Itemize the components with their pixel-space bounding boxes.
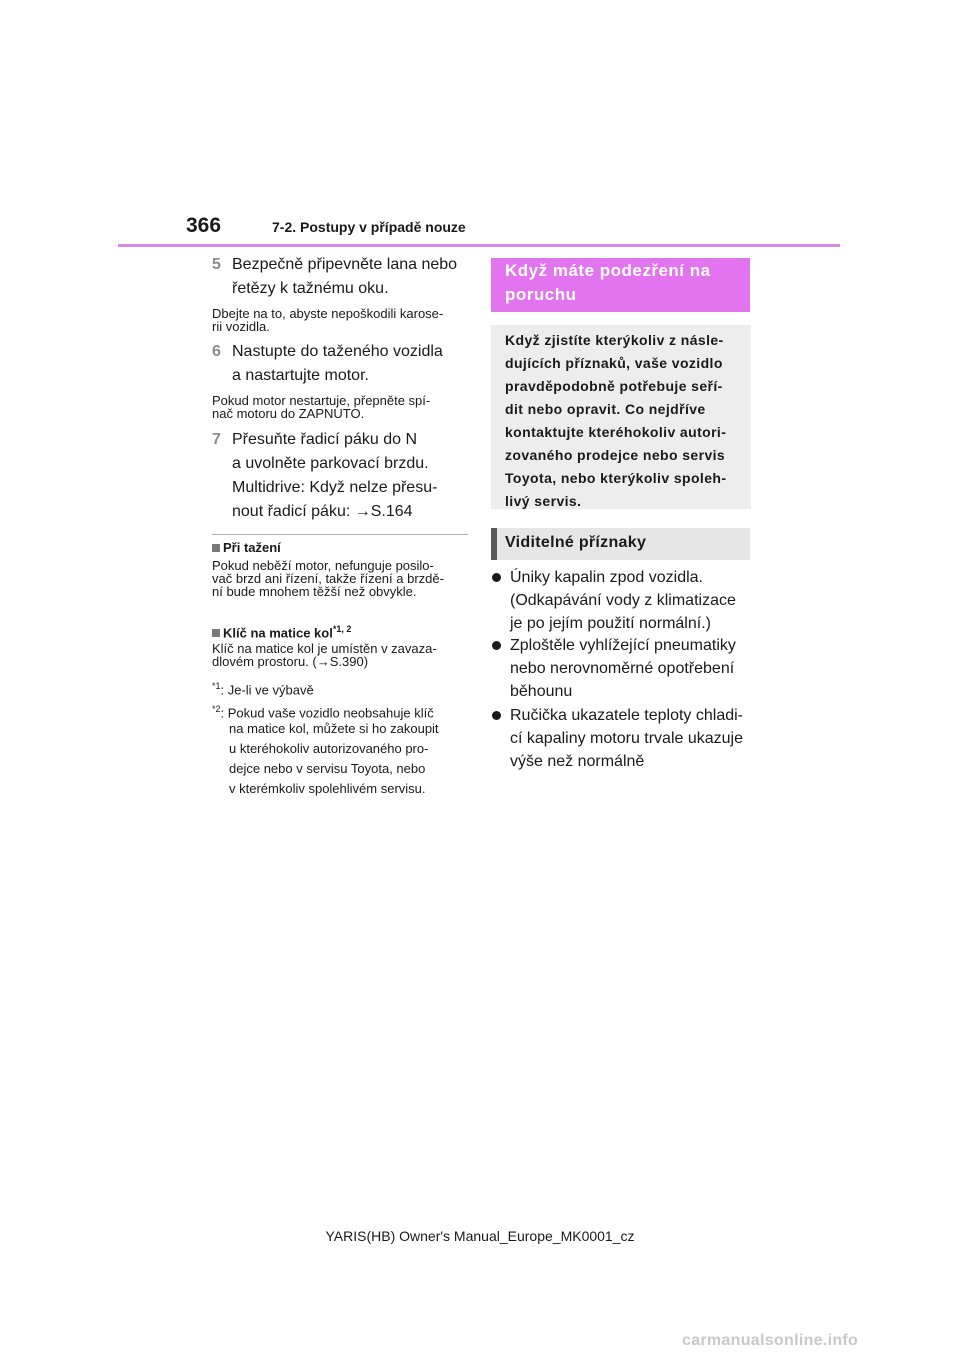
wheel-key-heading-text: Klíč na matice kol xyxy=(223,625,333,641)
bullet-dot-icon xyxy=(492,641,501,650)
wheel-key-text xyxy=(212,642,468,668)
note-line: rii vozidla. xyxy=(212,319,270,334)
intro-line: kontaktujte kteréhokoliv autori- xyxy=(505,424,727,440)
paragraph-line: Klíč na matice kol je umístěn v zavaza- xyxy=(212,641,437,656)
footnote-line: dejce nebo v servisu Toyota, nebo xyxy=(229,761,426,776)
step-line: Přesuňte řadicí páku do N xyxy=(232,431,417,448)
footnote-text: : Pokud vaše vozidlo neobsahuje klíč xyxy=(220,705,434,721)
symptom-line: výše než normálně xyxy=(510,753,645,770)
page-number: 366 xyxy=(186,214,222,237)
footnote-mark: *2 xyxy=(212,704,221,714)
bullet-dot-icon xyxy=(492,573,501,582)
square-bullet-icon xyxy=(212,629,220,637)
footnote-1 xyxy=(212,676,314,700)
heading-line: Když máte podezření na xyxy=(505,261,711,280)
note-body xyxy=(212,307,467,333)
step-line: a uvolněte parkovací brzdu. xyxy=(232,455,429,472)
symptom-line: Ručička ukazatele teploty chladi- xyxy=(510,707,744,724)
footnote-line: na matice kol, můžete si ho zakoupit xyxy=(229,721,439,736)
wheel-key-heading xyxy=(212,622,351,640)
intro-line: pravděpodobně potřebuje seří- xyxy=(505,378,723,394)
intro-line: Toyota, nebo kterýkoliv spoleh- xyxy=(505,470,727,486)
footnote-line: v kterémkoliv spolehlivém servisu. xyxy=(229,781,426,796)
footnote-ref: *1, 2 xyxy=(332,624,352,634)
symptom-line: Zploštěle vyhlížející pneumatiky xyxy=(510,637,736,654)
paragraph-line: ní bude mnohem těžší než obvykle. xyxy=(212,584,417,599)
intro-line: dujících příznaků, vaše vozidlo xyxy=(505,355,723,371)
step-number: 5 xyxy=(212,256,221,273)
section-divider xyxy=(212,534,468,535)
symptom-line: (Odkapávání vody z klimatizace xyxy=(510,592,736,609)
step-text xyxy=(232,340,482,388)
intro-box xyxy=(491,325,751,509)
paragraph-line: Pokud neběží motor, nefunguje posilo- xyxy=(212,558,434,573)
step-line: Nastupte do taženého vozidla xyxy=(232,343,443,360)
towing-heading xyxy=(212,541,281,555)
footer-text: YARIS(HB) Owner's Manual_Europe_MK0001_cz xyxy=(325,1228,635,1244)
footer xyxy=(0,1228,960,1244)
footnote-mark: *1 xyxy=(212,681,221,691)
footnote-text: : Je-li ve výbavě xyxy=(220,682,314,698)
square-bullet-icon xyxy=(212,544,220,552)
step-text xyxy=(232,428,482,524)
note-engine xyxy=(212,394,467,420)
intro-text xyxy=(505,329,745,513)
symptom-line: je po jejím použití normální.) xyxy=(510,615,711,632)
towing-heading-text: Při tažení xyxy=(223,540,281,555)
intro-line: livý servis. xyxy=(505,493,582,509)
step-text xyxy=(232,253,482,301)
symptom-text xyxy=(510,634,748,703)
symptom-text xyxy=(510,704,748,773)
note-line: Pokud motor nestartuje, přepněte spí- xyxy=(212,393,431,408)
suspect-fault-heading xyxy=(505,258,743,307)
header-rule xyxy=(118,244,840,247)
visible-symptoms-heading: Viditelné příznaky xyxy=(505,534,647,551)
intro-line: dit nebo opravit. Co nejdříve xyxy=(505,401,706,417)
watermark: carmanualsonline.info xyxy=(682,1332,859,1349)
step-line: Bezpečně připevněte lana nebo xyxy=(232,256,458,273)
symptom-line: cí kapaliny motoru trvale ukazuje xyxy=(510,730,743,747)
note-line: nač motoru do ZAPNUTO. xyxy=(212,406,365,421)
step-line: řetězy k tažnému oku. xyxy=(232,280,389,297)
symptom-line: nebo nerovnoměrné opotřebení xyxy=(510,660,735,677)
bullet-dot-icon xyxy=(492,711,501,720)
section-title: 7-2. Postupy v případě nouze xyxy=(272,219,466,235)
footnote-2 xyxy=(212,699,482,796)
symptom-line: běhounu xyxy=(510,683,573,700)
step-number: 6 xyxy=(212,343,221,360)
paragraph-line: dlovém prostoru. (→S.390) xyxy=(212,654,369,669)
suspect-fault-heading-box xyxy=(491,258,750,312)
footnote-continuation xyxy=(229,719,479,799)
step-number: 7 xyxy=(212,431,221,448)
symptom-line: Úniky kapalin zpod vozidla. xyxy=(510,569,703,586)
step-line: a nastartujte motor. xyxy=(232,367,369,384)
heading-line: poruchu xyxy=(505,285,577,304)
paragraph-line: vač brzd ani řízení, takže řízení a brzdě- xyxy=(212,571,444,586)
visible-symptoms-heading-box xyxy=(491,528,750,560)
step-line: nout řadicí páku: →S.164 xyxy=(232,503,413,520)
footnote-line: u kteréhokoliv autorizovaného pro- xyxy=(229,741,429,756)
intro-line: zovaného prodejce nebo servis xyxy=(505,447,726,463)
step-line: Multidrive: Když nelze přesu- xyxy=(232,479,438,496)
towing-text xyxy=(212,559,468,598)
note-line: Dbejte na to, abyste nepoškodili karose- xyxy=(212,306,444,321)
intro-line: Když zjistíte kterýkoliv z násle- xyxy=(505,332,724,348)
symptom-text xyxy=(510,566,748,635)
